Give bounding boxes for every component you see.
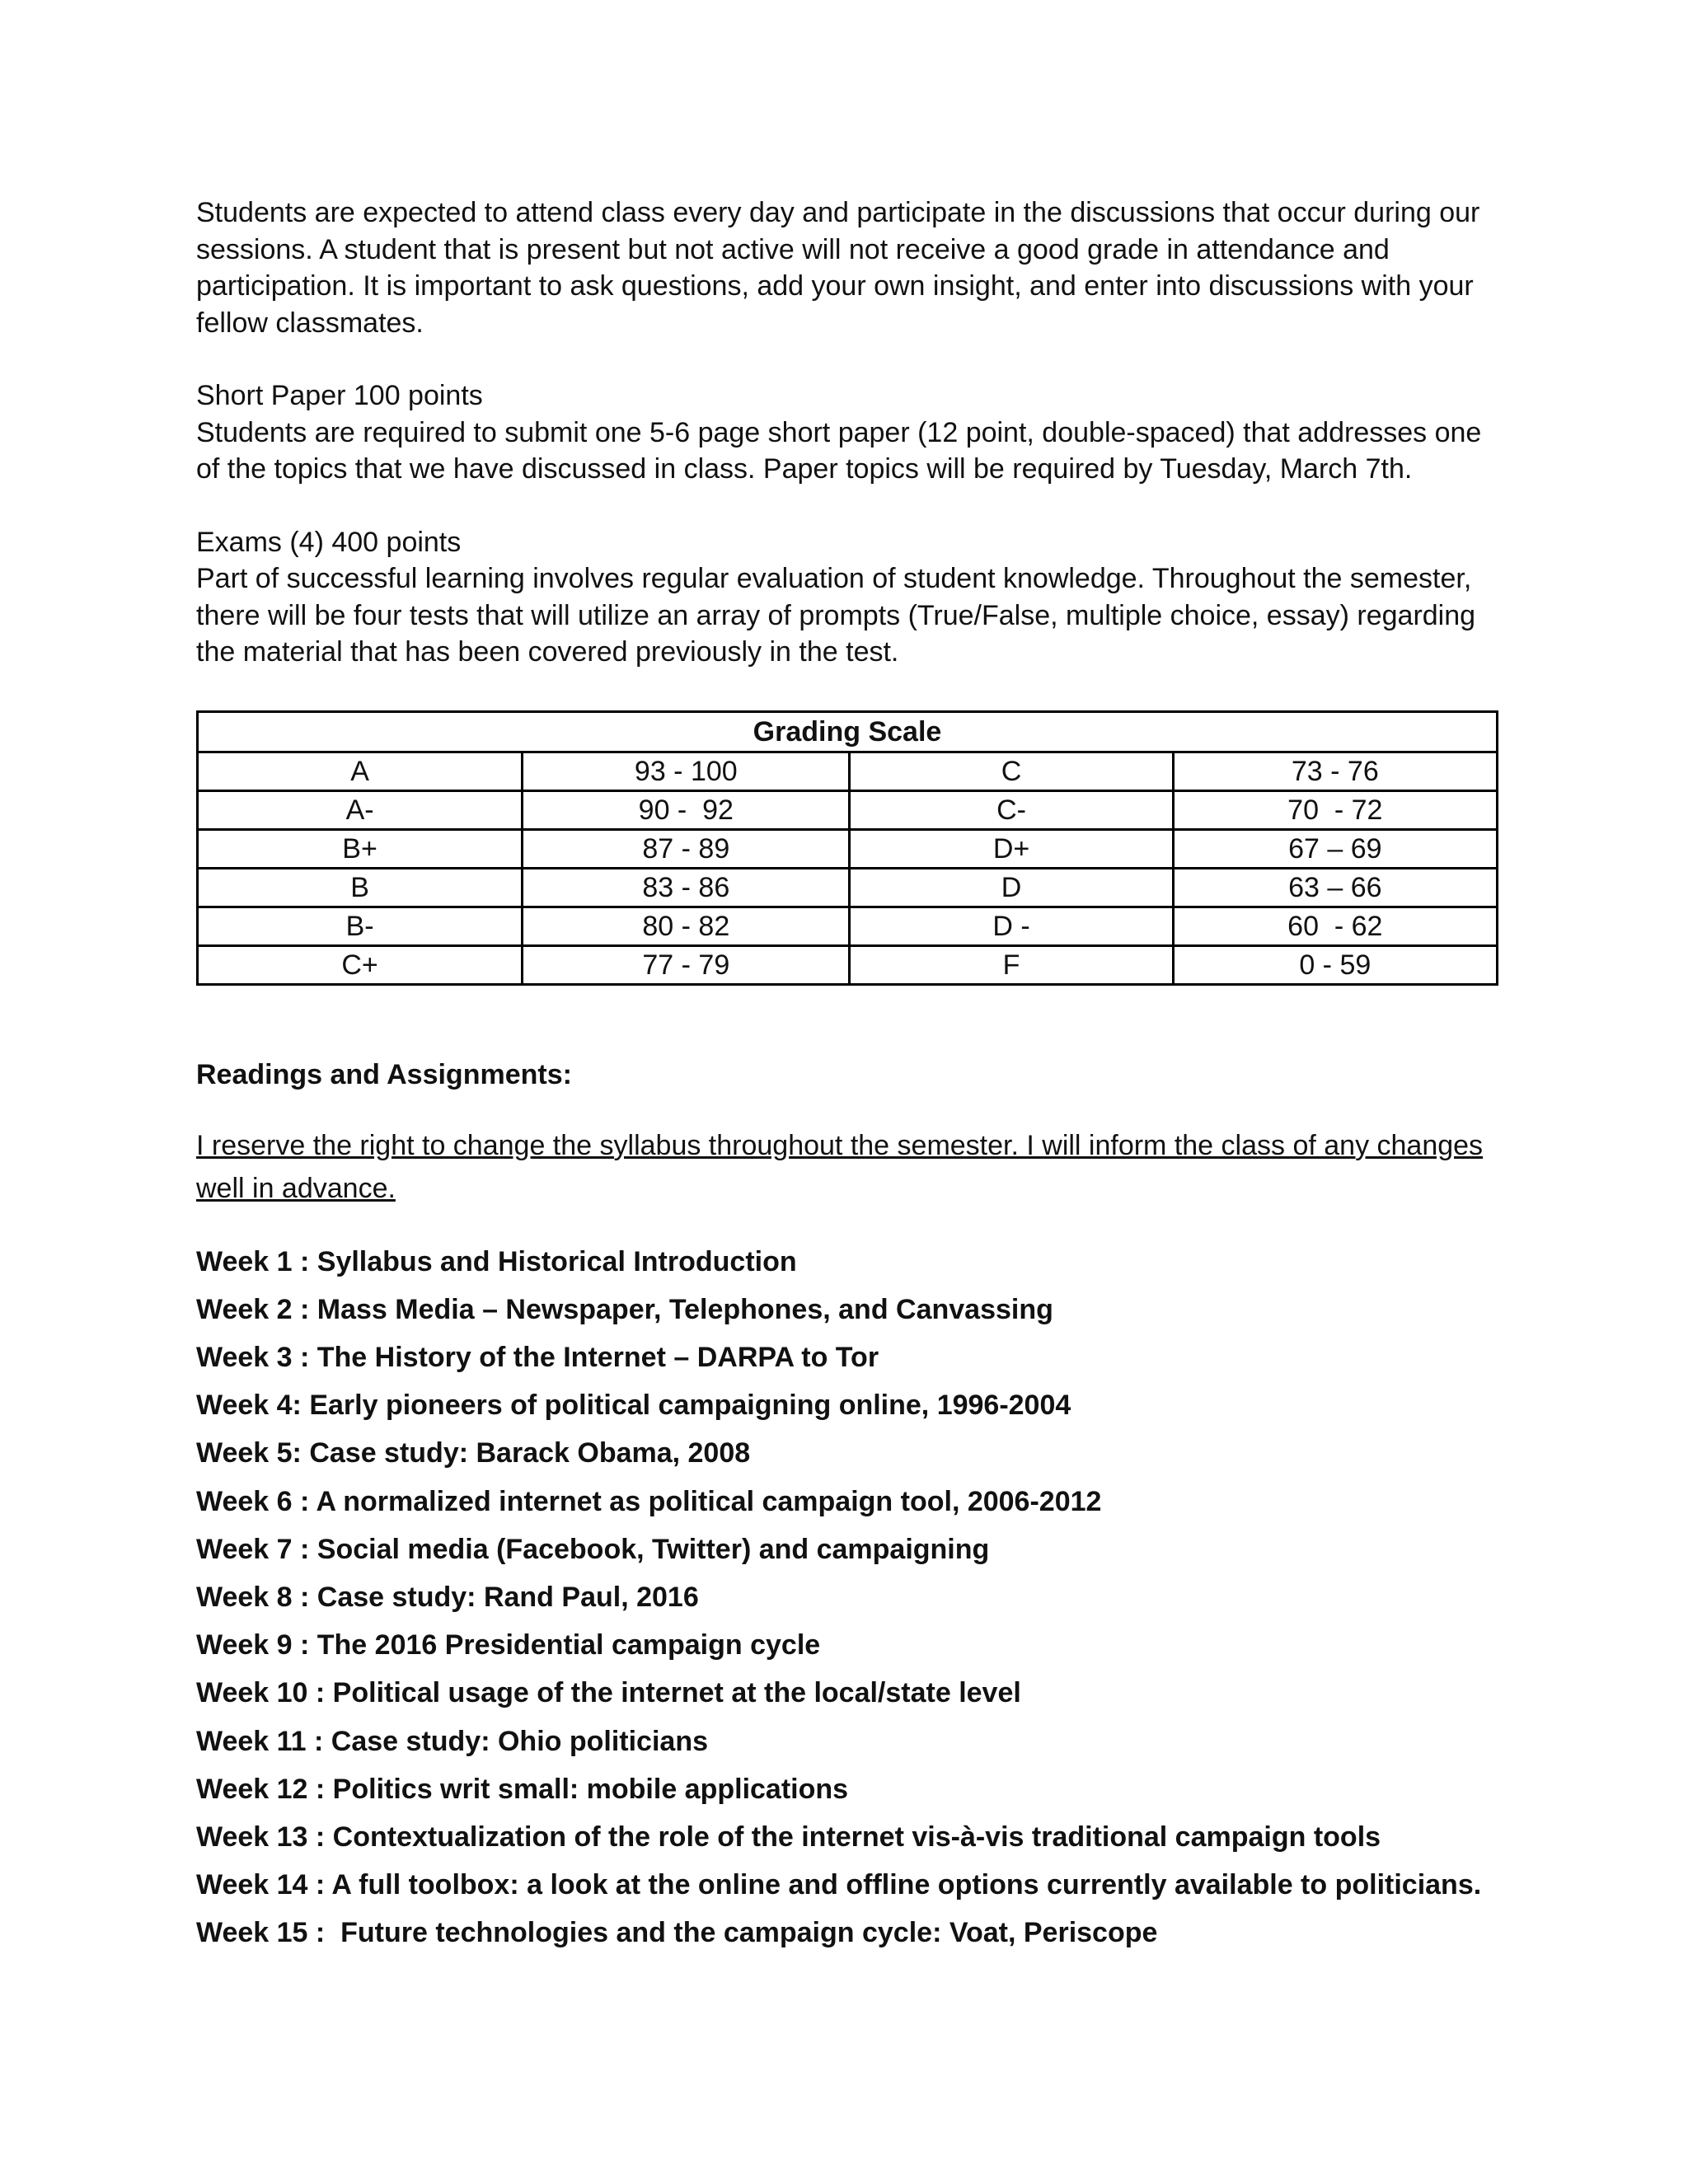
grade-letter: C+ <box>198 945 523 984</box>
grade-range: 90 - 92 <box>523 790 850 829</box>
list-item: Week 12 : Politics writ small: mobile applications <box>196 1773 849 1805</box>
spacer <box>196 341 1497 377</box>
exams-heading: Exams (4) 400 points <box>196 526 462 558</box>
grade-range: 80 - 82 <box>523 907 850 945</box>
list-item: Week 5: Case study: Barack Obama, 2008 <box>196 1437 751 1469</box>
paragraph-line: Part of successful learning involves regular evaluation of student knowledge. Throughout the semester, <box>196 563 1472 594</box>
grading-scale-title: Grading Scale <box>198 711 1498 752</box>
spacer <box>196 488 1497 524</box>
grade-range: 0 - 59 <box>1173 945 1497 984</box>
attendance-paragraph <box>196 194 1497 341</box>
paragraph-line: Students are expected to attend class every day and participate in the discussions that occur during our <box>196 197 1480 228</box>
grade-range: 77 - 79 <box>523 945 850 984</box>
list-item: Week 9 : The 2016 Presidential campaign cycle <box>196 1629 821 1661</box>
syllabus-change-notice <box>196 1124 1497 1210</box>
paragraph-line: Students are required to submit one 5-6 page short paper (12 point, double-spaced) that addresses one <box>196 416 1482 448</box>
grade-letter: B- <box>198 907 523 945</box>
short-paper-section <box>196 377 1497 488</box>
list-item: Week 4: Early pioneers of political campaigning online, 1996-2004 <box>196 1390 1071 1422</box>
list-item: Week 10 : Political usage of the internet at the local/state level <box>196 1677 1021 1709</box>
grade-range: 63 – 66 <box>1173 868 1497 907</box>
grade-range: 87 - 89 <box>523 829 850 868</box>
paragraph-line: there will be four tests that will utilize an array of prompts (True/False, multiple choice, essay) regarding <box>196 599 1476 631</box>
table-row <box>198 752 1498 790</box>
grade-letter: A- <box>198 790 523 829</box>
list-item: Week 6 : A normalized internet as political campaign tool, 2006-2012 <box>196 1485 1102 1517</box>
list-item: Week 15 : Future technologies and the campaign cycle: Voat, Periscope <box>196 1917 1158 1949</box>
grade-range: 67 – 69 <box>1173 829 1497 868</box>
grade-letter: B+ <box>198 829 523 868</box>
grade-letter: D <box>850 868 1173 907</box>
grade-range: 70 - 72 <box>1173 790 1497 829</box>
syllabus-page <box>196 194 1497 1957</box>
grade-letter: D+ <box>850 829 1173 868</box>
paragraph-line: fellow classmates. <box>196 307 424 339</box>
table-header-row <box>198 711 1498 752</box>
weekly-schedule-list <box>196 1238 1497 1957</box>
list-item: Week 1 : Syllabus and Historical Introduction <box>196 1245 797 1277</box>
grade-range: 93 - 100 <box>523 752 850 790</box>
grade-letter: F <box>850 945 1173 984</box>
table-row <box>198 945 1498 984</box>
exams-section <box>196 524 1497 671</box>
list-item: Week 2 : Mass Media – Newspaper, Telephones, and Canvassing <box>196 1293 1053 1325</box>
grade-letter: A <box>198 752 523 790</box>
list-item: Week 8 : Case study: Rand Paul, 2016 <box>196 1581 699 1613</box>
paragraph-line: of the topics that we have discussed in class. Paper topics will be required by Tuesday, March 7th. <box>196 453 1413 485</box>
grading-scale-table <box>196 710 1498 986</box>
grade-range: 60 - 62 <box>1173 907 1497 945</box>
notice-line: well in advance. <box>196 1172 396 1204</box>
table-row <box>198 907 1498 945</box>
grade-range: 73 - 76 <box>1173 752 1497 790</box>
paragraph-line: the material that has been covered previously in the test. <box>196 636 899 668</box>
grade-letter: C <box>850 752 1173 790</box>
list-item: Week 7 : Social media (Facebook, Twitter) and campaigning <box>196 1533 990 1565</box>
paragraph-line: sessions. A student that is present but not active will not receive a good grade in attendance and <box>196 233 1390 265</box>
table-row <box>198 790 1498 829</box>
list-item: Week 3 : The History of the Internet – DARPA to Tor <box>196 1341 879 1373</box>
list-item: Week 14 : A full toolbox: a look at the online and offline options currently available to politicians. <box>196 1869 1482 1901</box>
table-row <box>198 829 1498 868</box>
short-paper-heading: Short Paper 100 points <box>196 380 483 411</box>
list-item: Week 11 : Case study: Ohio politicians <box>196 1725 708 1757</box>
grade-letter: D - <box>850 907 1173 945</box>
table-row <box>198 868 1498 907</box>
grade-letter: B <box>198 868 523 907</box>
grade-letter: C- <box>850 790 1173 829</box>
grade-range: 83 - 86 <box>523 868 850 907</box>
readings-heading: Readings and Assignments: <box>196 1058 572 1090</box>
notice-line: I reserve the right to change the syllabus throughout the semester. I will inform the class of any changes <box>196 1129 1484 1161</box>
list-item: Week 13 : Contextualization of the role of the internet vis-à-vis traditional campaign tools <box>196 1821 1381 1853</box>
paragraph-line: participation. It is important to ask questions, add your own insight, and enter into discussions with your <box>196 270 1474 302</box>
